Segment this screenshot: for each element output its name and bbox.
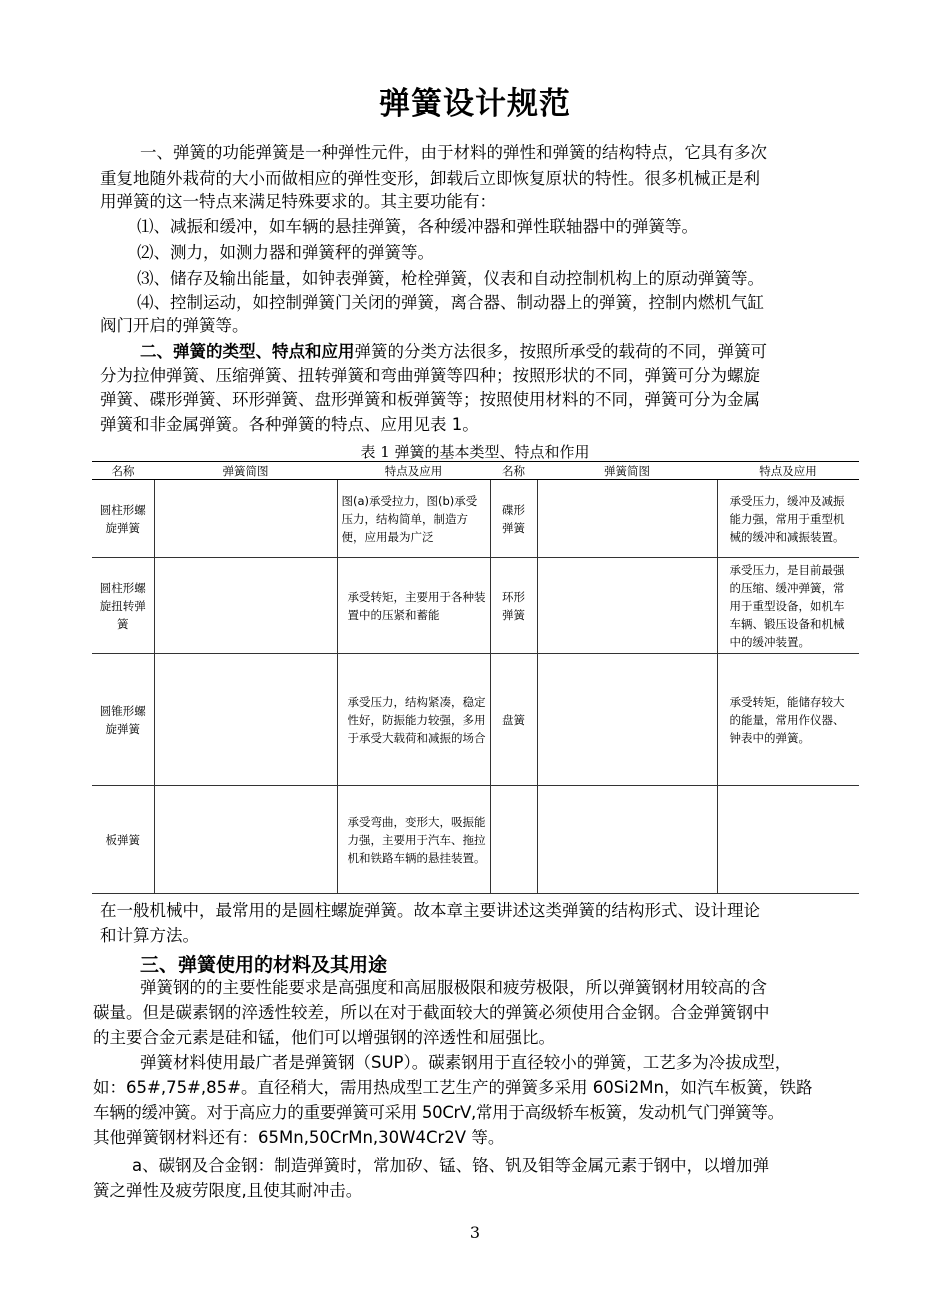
section2-line4: 弹簧和非金属弹簧。各种弹簧的特点、应用见表 1。 xyxy=(100,415,479,434)
function-item-1: ⑴、减振和缓冲，如车辆的悬挂弹簧，各种缓冲器和弹性联轴器中的弹簧等。 xyxy=(137,217,698,236)
spring-diagram xyxy=(154,786,337,894)
function-item-2: ⑵、测力，如测力器和弹簧秤的弹簧等。 xyxy=(137,243,434,262)
spring-feature: 承受转矩，能储存较大的能量，常用作仪器、钟表中的弹簧。 xyxy=(717,654,859,786)
header-feature-1: 特点及应用 xyxy=(337,462,490,480)
table-header-row xyxy=(92,462,859,480)
spring-name: 盘簧 xyxy=(490,654,537,786)
function-item-4: ⑷、控制运动，如控制弹簧门关闭的弹簧，离合器、制动器上的弹簧，控制内燃机气缸 xyxy=(137,293,764,312)
spring-diagram xyxy=(154,558,337,654)
spring-name: 圆柱形螺旋扭转弹簧 xyxy=(92,558,154,654)
section3-p3-line1: a、碳钢及合金钢：制造弹簧时，常加矽、锰、铬、钒及钼等金属元素于钢中，以增加弹 xyxy=(132,1156,770,1175)
after-table-line2: 和计算方法。 xyxy=(100,926,199,945)
section3-heading: 三、弹簧使用的材料及其用途 xyxy=(140,954,388,976)
function-item-3: ⑶、储存及输出能量，如钟表弹簧，枪栓弹簧，仪表和自动控制机构上的原动弹簧等。 xyxy=(137,269,764,288)
spring-diagram xyxy=(154,654,337,786)
after-table-line1: 在一般机械中，最常用的是圆柱螺旋弹簧。故本章主要讲述这类弹簧的结构形式、设计理论 xyxy=(100,901,760,920)
spring-diagram xyxy=(154,480,337,558)
spring-feature: 承受压力，结构紧凑，稳定性好，防振能力较强，多用于承受大载荷和减振的场合 xyxy=(337,654,490,786)
spring-diagram xyxy=(537,558,717,654)
spring-diagram xyxy=(537,786,717,894)
spring-name: 圆锥形螺旋弹簧 xyxy=(92,654,154,786)
spring-feature xyxy=(717,786,859,894)
section1-line3: 用弹簧的这一特点来满足特殊要求的。其主要功能有： xyxy=(100,192,496,211)
table-caption: 表 1 弹簧的基本类型、特点和作用 xyxy=(360,443,590,461)
spring-feature: 承受压力，是目前最强的压缩、缓冲弹簧，常用于重型设备，如机车车辆、锻压设备和机械中的缓冲装置。 xyxy=(717,558,859,654)
function-item-4-cont: 阀门开启的弹簧等。 xyxy=(100,316,249,335)
spring-feature: 承受转矩，主要用于各种装置中的压紧和蓄能 xyxy=(337,558,490,654)
spring-name: 环形弹簧 xyxy=(490,558,537,654)
section2-line3: 弹簧、碟形弹簧、环形弹簧、盘形弹簧和板弹簧等；按照使用材料的不同，弹簧可分为金属 xyxy=(100,390,760,409)
spring-diagram xyxy=(537,654,717,786)
header-diagram-1: 弹簧简图 xyxy=(154,462,337,480)
section3-p1-line2: 碳量。但是碳素钢的淬透性较差，所以在对于截面较大的弹簧必须使用合金钢。合金弹簧钢中 xyxy=(93,1003,770,1022)
section3-p2-line1: 弹簧材料使用最广者是弹簧钢（SUP）。碳素钢用于直径较小的弹簧，工艺多为冷拔成型， xyxy=(140,1053,792,1072)
header-name-2: 名称 xyxy=(490,462,537,480)
section2-line2: 分为拉伸弹簧、压缩弹簧、扭转弹簧和弯曲弹簧等四种；按照形状的不同，弹簧可分为螺旋 xyxy=(100,366,760,385)
spring-feature: 图(a)承受拉力，图(b)承受压力，结构简单，制造方便，应用最为广泛 xyxy=(337,480,490,558)
spring-feature: 承受压力，缓冲及减振能力强，常用于重型机械的缓冲和减振装置。 xyxy=(717,480,859,558)
page-number: 3 xyxy=(469,1223,481,1242)
spring-name: 碟形弹簧 xyxy=(490,480,537,558)
spring-name: 圆柱形螺旋弹簧 xyxy=(92,480,154,558)
table-row xyxy=(92,558,859,654)
spring-name: 板弹簧 xyxy=(92,786,154,894)
spring-diagram xyxy=(537,480,717,558)
spring-types-table xyxy=(92,461,859,894)
section2-heading: 二、弹簧的类型、特点和应用 xyxy=(140,342,355,361)
section3-p3-line2: 簧之弹性及疲劳限度,且使其耐冲击。 xyxy=(93,1181,363,1200)
table-row xyxy=(92,480,859,558)
section1-line1: 一、弹簧的功能弹簧是一种弹性元件，由于材料的弹性和弹簧的结构特点，它具有多次 xyxy=(140,143,767,162)
section3-p2-line2: 如：65#,75#,85#。直径稍大，需用热成型工艺生产的弹簧多采用 60Si2Mn，如汽车板簧，铁路 xyxy=(93,1078,813,1097)
header-diagram-2: 弹簧简图 xyxy=(537,462,717,480)
page-title: 弹簧设计规范 xyxy=(379,86,571,122)
table-row xyxy=(92,786,859,894)
section3-p1-line3: 的主要合金元素是硅和锰，他们可以增强钢的淬透性和屈强比。 xyxy=(93,1028,555,1047)
header-feature-2: 特点及应用 xyxy=(717,462,859,480)
section2-line1: 二、弹簧的类型、特点和应用弹簧的分类方法很多，按照所承受的载荷的不同，弹簧可 xyxy=(140,342,767,361)
section3-p2-line3: 车辆的缓冲簧。对于高应力的重要弹簧可采用 50CrV,常用于高级轿车板簧，发动机气门弹簧等。 xyxy=(93,1103,784,1122)
section3-p1-line1: 弹簧钢的的主要性能要求是高强度和高屈服极限和疲劳极限，所以弹簧钢材用较高的含 xyxy=(140,978,767,997)
header-name-1: 名称 xyxy=(92,462,154,480)
section3-p2-line4: 其他弹簧钢材料还有：65Mn,50CrMn,30W4Cr2V 等。 xyxy=(93,1128,505,1147)
spring-feature: 承受弯曲，变形大，吸振能力强，主要用于汽车、拖拉机和铁路车辆的悬挂装置。 xyxy=(337,786,490,894)
table-row xyxy=(92,654,859,786)
section1-line2: 重复地随外栽荷的大小而做相应的弹性变形，卸载后立即恢复原状的特性。很多机械正是利 xyxy=(100,169,760,188)
spring-name xyxy=(490,786,537,894)
